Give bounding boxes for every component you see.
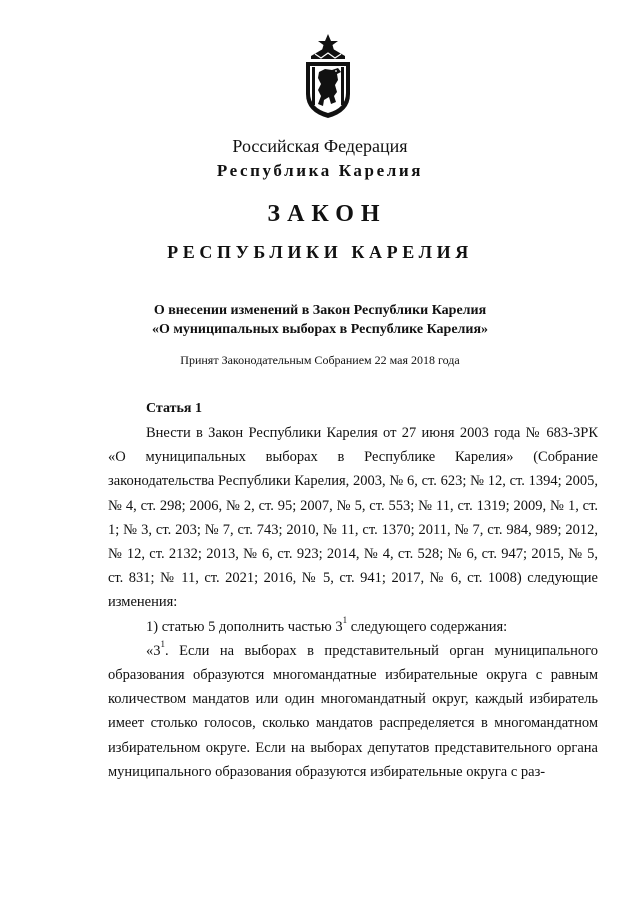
article-intro-paragraph: Внести в Закон Республики Карелия от 27 июня 2003 года № 683-ЗРК «О муниципальных выборах в Республике Карелия» (Собрание законодательства Республики Карелия, 2003, № 6, ст. 623; № 12, ст. 1394; 2005, № 4, ст. 298; 2006, № 2, ст. 95; 2007, № 5, ст. 553; № 11, ст. 1319; 2009, № 1, ст. 1; № 3, ст. 203; № 7, ст. 743; 2010, № 11, ст. 1370; 2011, № 7, ст. 984, 989; 2012, № 12, ст. 2132; 2013, № 6, ст. 923; 2014, № 4, ст. 528; № 6, ст. 947; 2015, № 5, ст. 831; № 11, ст. 2021; 2016, № 5, ст. 941; 2017, № 6, ст. 1008) следующие изменения:	[108, 425, 598, 611]
adoption-note: Принят Законодательным Собранием 22 мая 2018 года	[180, 353, 460, 367]
item-1-superscript: 1	[342, 614, 348, 625]
quoted-part-number: «3	[146, 642, 161, 659]
law-title: ЗАКОН	[267, 201, 387, 227]
country-name: Российская Федерация	[232, 136, 408, 156]
article-heading: Статья 1	[146, 401, 202, 416]
article-body	[108, 421, 598, 784]
law-of-title: РЕСПУБЛИКИ КАРЕЛИЯ	[167, 242, 473, 262]
quoted-part-paragraph	[108, 639, 598, 784]
item-1-text: 1) статью 5 дополнить частью 3	[146, 618, 343, 635]
karelia-coat-of-arms-icon	[301, 32, 355, 120]
law-subject-line-1: О внесении изменений в Закон Республики Карелия	[153, 303, 487, 318]
quoted-part-superscript: 1	[160, 639, 165, 649]
law-subject-line-2: «О муниципальных выборах в Республике Карелия»	[151, 322, 489, 337]
law-subject	[0, 301, 640, 339]
item-1-paragraph	[108, 615, 598, 639]
quoted-part-text: . Если на выборах в представительный орган муниципального образования образуются многомандатные избирательные округа с равным количеством мандатов или один многомандатный округ, каждый избиратель имеет столько голосов, сколько мандатов распределяется в многомандатном избирательном округе. Если на выборах депутатов представительного органа муниципального образования образуются избирательные округа с раз-	[108, 642, 598, 780]
republic-name: Республика Карелия	[216, 161, 424, 180]
item-1-text-end: следующего содержания:	[347, 618, 508, 635]
